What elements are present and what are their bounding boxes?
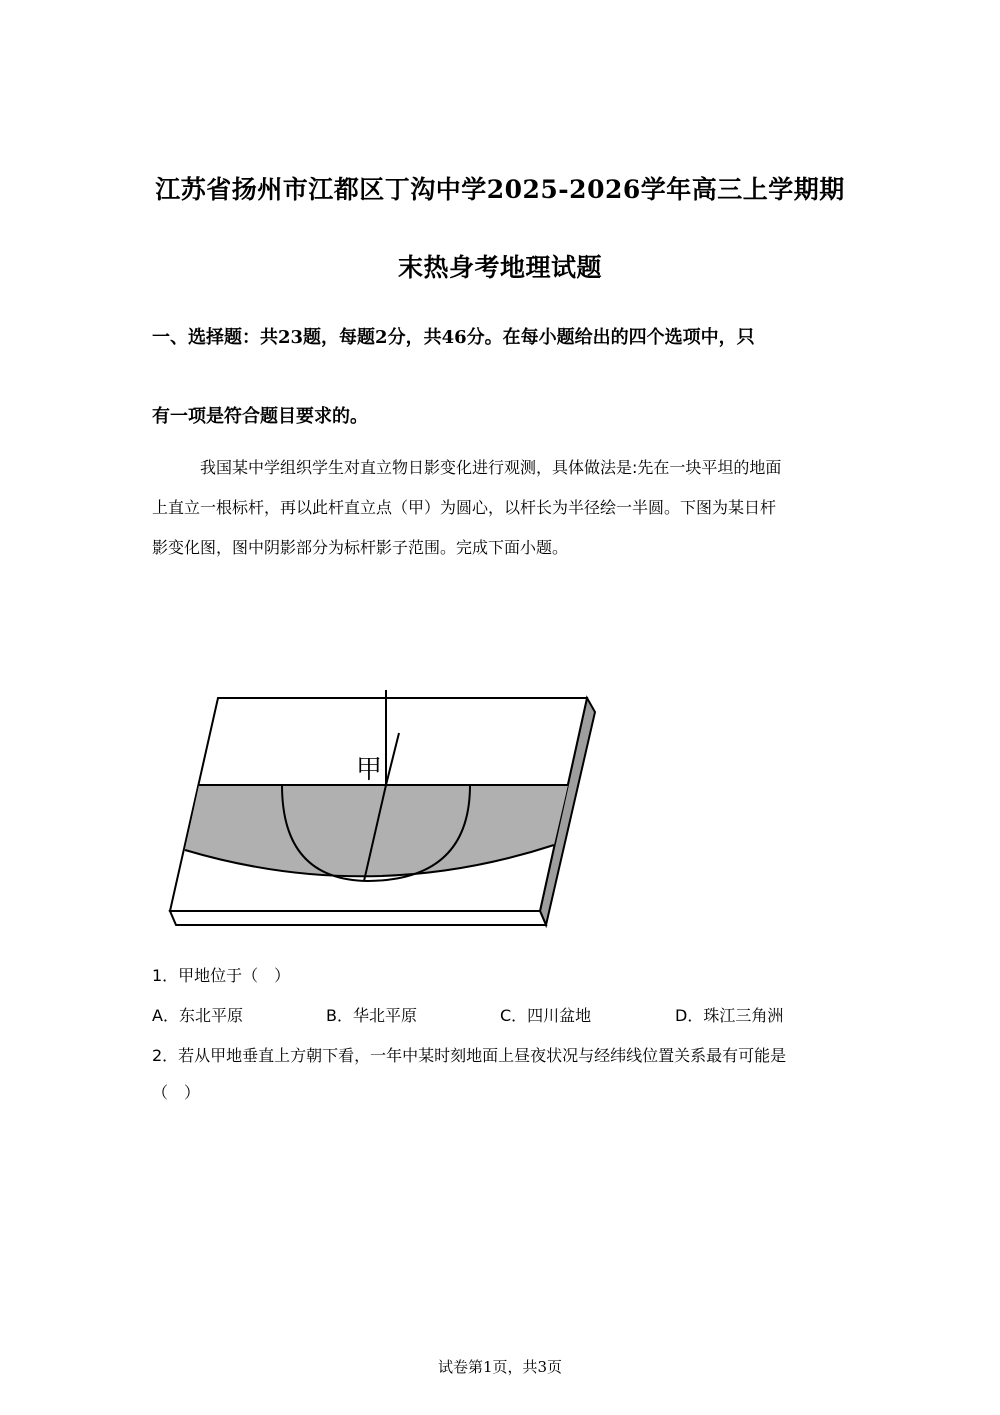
question-2-stem: 2．若从甲地垂直上方朝下看，一年中某时刻地面上昼夜状况与经纬线位置关系最有可能是 [152,1046,787,1065]
passage-line-2: 上直立一根标杆，再以此杆直立点（甲）为圆心，以杆长为半径绘一半圆。下图为某日杆 [152,498,777,517]
q1-option-c: C．四川盆地 [500,1006,592,1025]
section-heading-line-1: 一、选择题：共23题，每题2分，共46分。在每小题给出的四个选项中，只 [152,327,755,348]
section-heading-line-2: 有一项是符合题目要求的。 [152,406,368,427]
question-1-stem: 1．甲地位于（ ） [152,966,291,985]
q1-option-b: B．华北平原 [326,1006,417,1025]
board-front [170,911,546,925]
page-footer: 试卷第1页，共3页 [437,1358,563,1376]
label-jia: 甲 [356,755,383,785]
question-2-stem-tail: （ ） [152,1083,201,1102]
title-line-2: 末热身考地理试题 [397,253,602,282]
passage-line-1: 我国某中学组织学生对直立物日影变化进行观测，具体做法是:先在一块平坦的地面 [200,458,782,477]
passage-line-3: 影变化图，图中阴影部分为标杆影子范围。完成下面小题。 [152,538,569,557]
q1-option-a: A．东北平原 [152,1006,243,1025]
title-line-1: 江苏省扬州市江都区丁沟中学2025-2026学年高三上学期期 [155,175,845,204]
q1-option-d: D．珠江三角洲 [675,1006,784,1025]
